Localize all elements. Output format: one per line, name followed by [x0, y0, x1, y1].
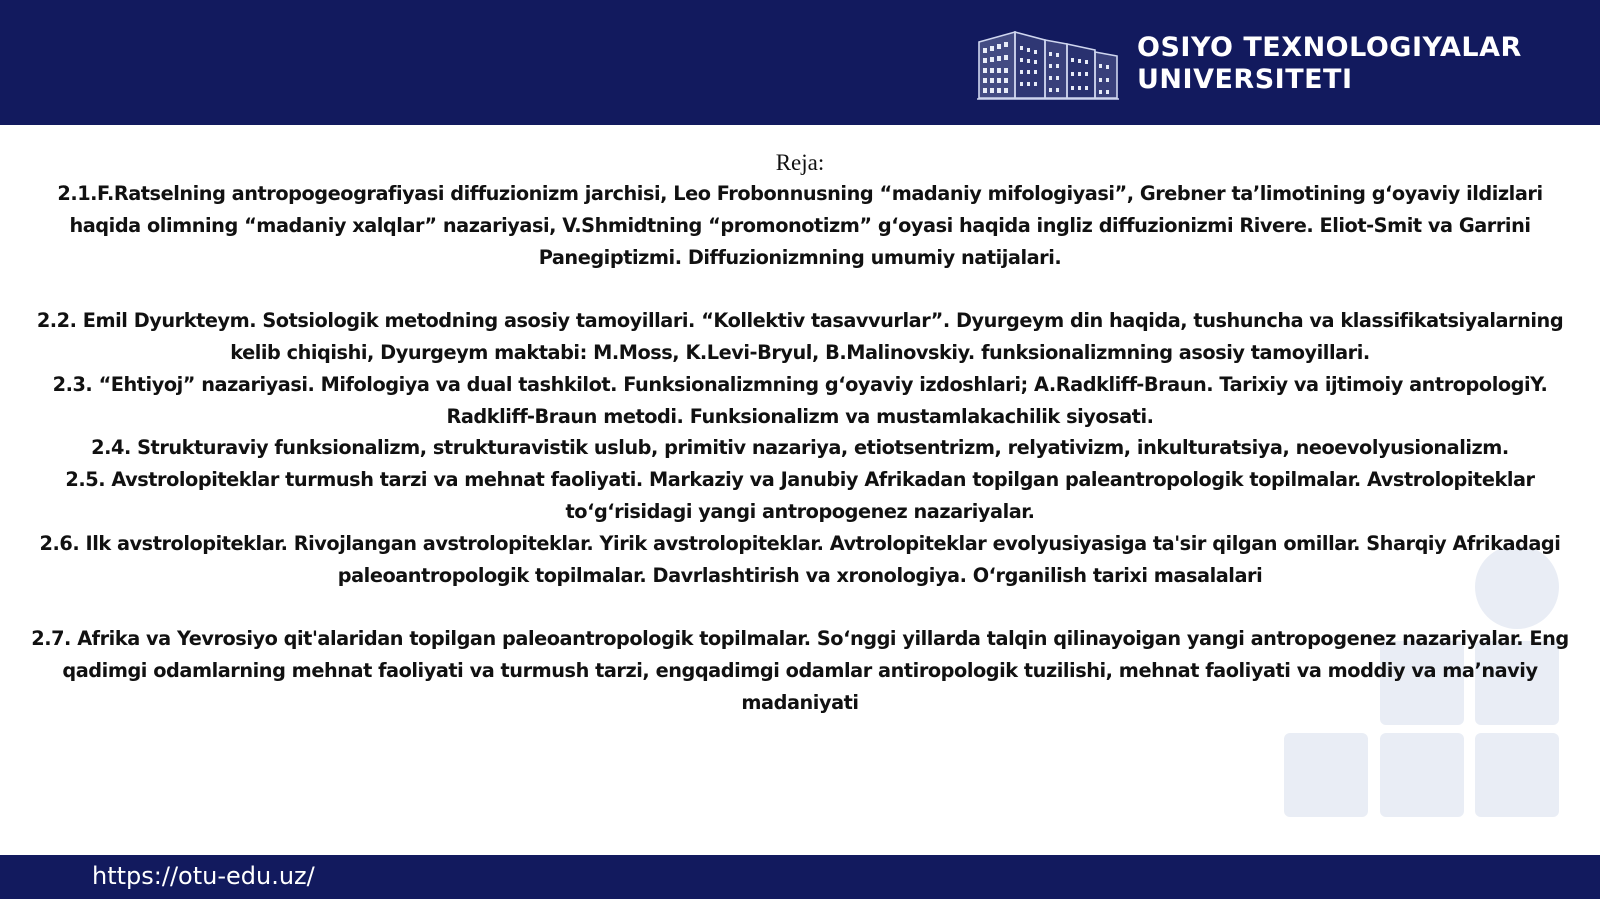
plan-item-2-4: 2.4. Strukturaviy funksionalizm, strukturavistik uslub, primitiv nazariya, etiotsentrizm, relyativizm, inkulturatsiya, neoevolyusionalizm.	[91, 436, 1509, 460]
plan-heading: Reja:	[775, 150, 825, 175]
header-bar	[0, 0, 1600, 125]
plan-item-2-1: 2.1.F.Ratselning antropogeografiyasi diffuzionizm jarchisi, Leo Frobonnusning “madaniy mifologiyasi”, Grebner ta’limotining g‘oyaviy ildizlari haqida olimning “madaniy xalqlar” nazariyasi, V.Shmidtning “promonotizm” g‘oyasi haqida ingliz diffuzionizmi Rivere. Eliot-Smit va Garrini Panegiptizmi. Diffuzionizmning umumiy natijalari.	[57, 182, 1543, 269]
plan-content	[30, 148, 1570, 719]
plan-item-2-7: 2.7. Afrika va Yevrosiyo qit'alaridan topilgan paleoantropologik topilmalar. So‘nggi yillarda talqin qilinayoigan yangi antropogenez nazariyalar. Eng qadimgi odamlarning mehnat faoliyati va turmush tarzi, engqadimgi odamlar antiropologik tuzilishi, mehnat faoliyati va moddiy va ma’naviy madaniyati	[31, 627, 1569, 714]
plan-item-2-5: 2.5. Avstrolopiteklar turmush tarzi va mehnat faoliyati. Markaziy va Janubiy Afrikadan topilgan paleantropologik topilmalar. Avstrolopiteklar to‘g‘risidagi yangi antropogenez nazariyalar.	[65, 468, 1535, 523]
university-name-line2: UNIVERSITETI	[1137, 64, 1353, 95]
university-name	[1137, 32, 1522, 96]
plan-item-2-2: 2.2. Emil Dyurkteym. Sotsiologik metodning asosiy tamoyillari. “Kollektiv tasavvurlar”. Dyurgeym din haqida, tushuncha va klassifikatsiyalarning kelib chiqishi, Dyurgeym maktabi: M.Moss, K.Levi-Bryul, B.Malinovskiy. funksionalizmning asosiy tamoyillari.	[36, 309, 1564, 364]
spacer	[30, 591, 1570, 623]
plan-item-2-6: 2.6. Ilk avstrolopiteklar. Rivojlangan avstrolopiteklar. Yirik avstrolopiteklar. Avtrolopiteklar evolyusiyasiga ta'sir qilgan omillar. Sharqiy Afrikadagi paleoantropologik topilmalar. Davrlashtirish va xronologiya. O‘rganilish tarixi masalalari	[39, 531, 1561, 587]
website-link[interactable]: https://otu-edu.uz/	[92, 862, 315, 890]
university-name-line1: OSIYO TEXNOLOGIYALAR	[1137, 32, 1522, 63]
plan-item-2-3: 2.3. “Ehtiyoj” nazariyasi. Mifologiya va dual tashkilot. Funksionalizmning g‘oyaviy izdoshlari; A.Radkliff-Braun. Tarixiy va ijtimoiy antropologiY. Radkliff-Braun metodi. Funksionalizm va mustamlakachilik siyosati.	[52, 372, 1548, 428]
spacer	[30, 273, 1570, 305]
footer-bar	[0, 855, 1600, 899]
university-building-logo-icon	[975, 28, 1120, 102]
